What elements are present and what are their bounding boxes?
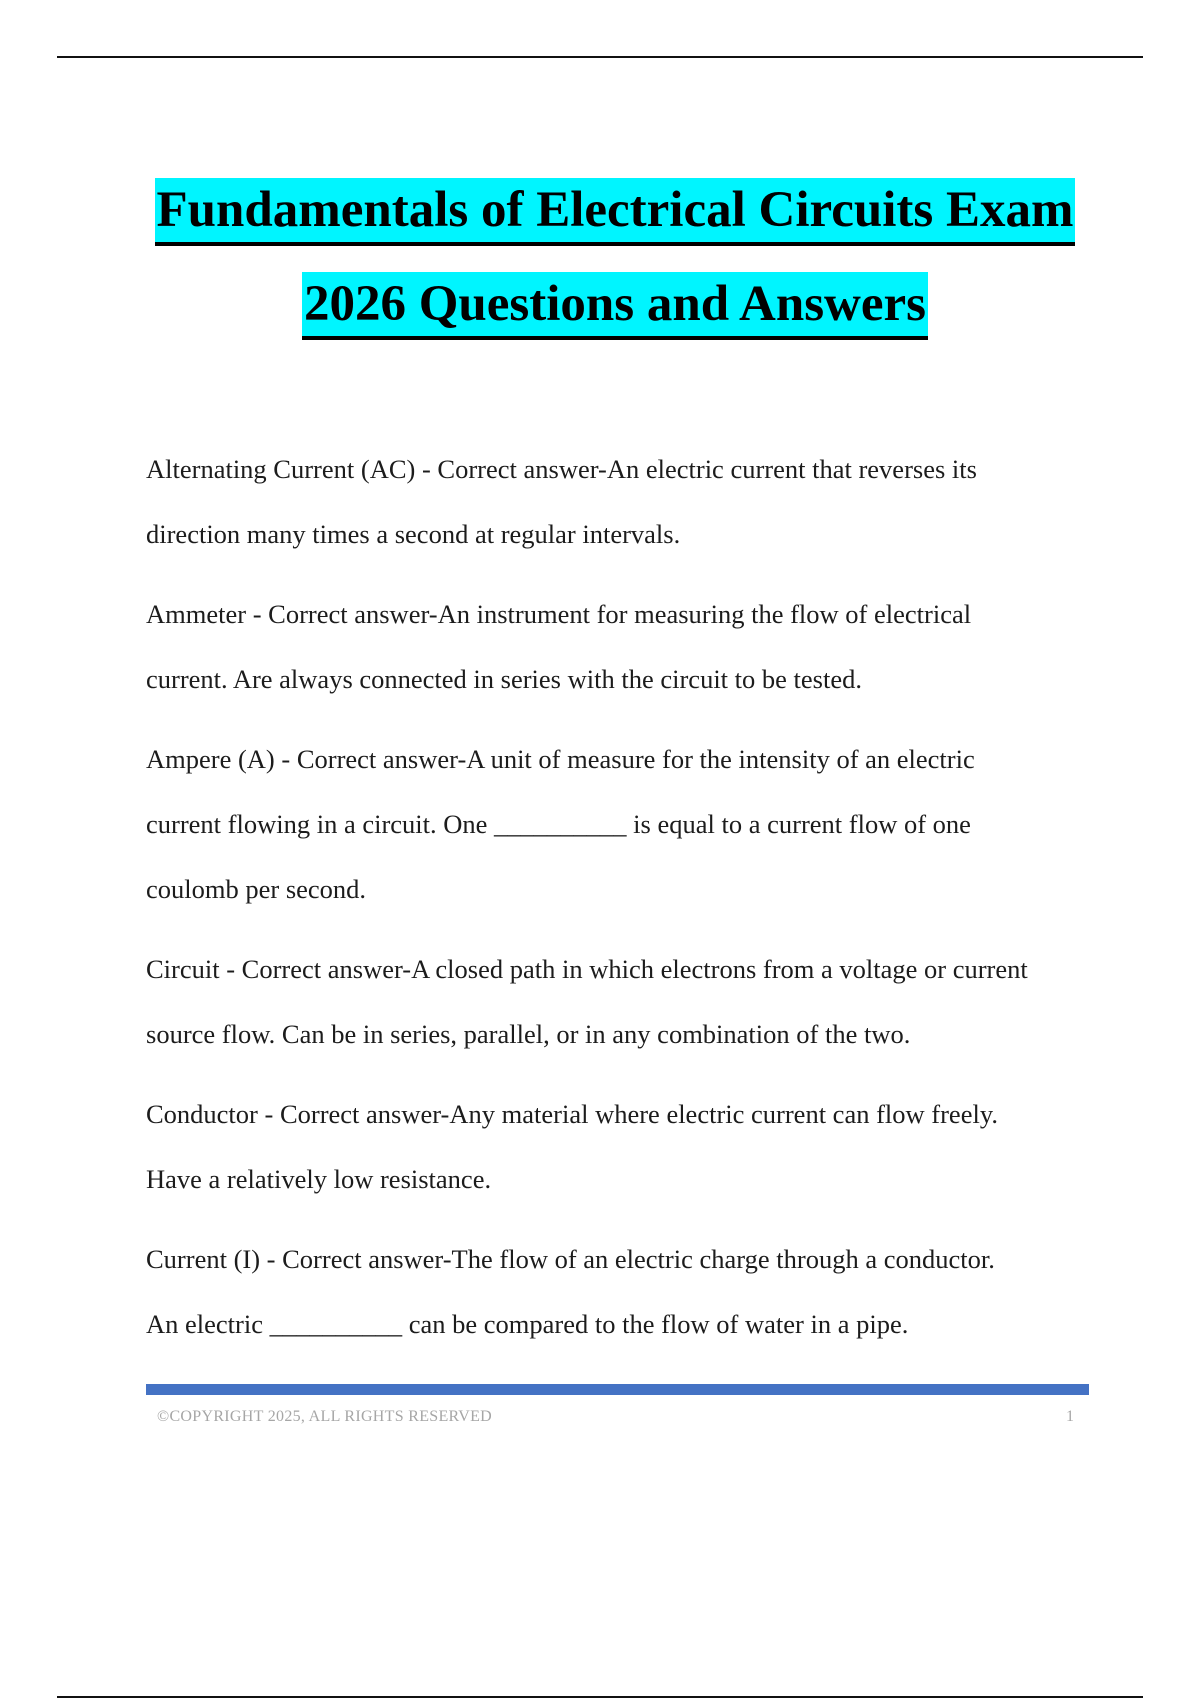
footer-page-number: 1: [1066, 1408, 1074, 1425]
qa-entries: [146, 437, 1096, 1372]
qa-entry-current: [146, 1227, 1096, 1357]
footer-copyright: ©COPYRIGHT 2025, ALL RIGHTS RESERVED: [157, 1408, 493, 1425]
qa-entry-ammeter: [146, 582, 1096, 712]
entry-line: coulomb per second.: [146, 874, 367, 904]
entry-line: direction many times a second at regular intervals.: [146, 519, 681, 549]
footer-bar: [146, 1384, 1089, 1395]
entry-line: Circuit - Correct answer-A closed path in which electrons from a voltage or current: [146, 954, 1028, 984]
entry-line: An electric __________ can be compared to the flow of water in a pipe.: [146, 1309, 909, 1339]
entry-line: current flowing in a circuit. One __________ is equal to a current flow of one: [146, 809, 971, 839]
entry-line: Ampere (A) - Correct answer-A unit of measure for the intensity of an electric: [146, 744, 975, 774]
title-line-1: Fundamentals of Electrical Circuits Exam: [155, 178, 1076, 246]
title-line-2: 2026 Questions and Answers: [302, 272, 928, 340]
entry-line: current. Are always connected in series with the circuit to be tested.: [146, 664, 862, 694]
qa-entry-conductor: [146, 1082, 1096, 1212]
qa-entry-alternating-current: [146, 437, 1096, 567]
page-bottom-rule: [57, 1696, 1143, 1698]
page-top-rule: [57, 56, 1143, 58]
qa-entry-ampere: [146, 727, 1096, 922]
entry-line: Alternating Current (AC) - Correct answer-An electric current that reverses its: [146, 454, 977, 484]
document-title: [140, 178, 1090, 340]
qa-entry-circuit: [146, 937, 1096, 1067]
entry-line: Have a relatively low resistance.: [146, 1164, 492, 1194]
entry-line: source flow. Can be in series, parallel, or in any combination of the two.: [146, 1019, 911, 1049]
entry-line: Current (I) - Correct answer-The flow of an electric charge through a conductor.: [146, 1244, 995, 1274]
entry-line: Ammeter - Correct answer-An instrument for measuring the flow of electrical: [146, 599, 972, 629]
entry-line: Conductor - Correct answer-Any material where electric current can flow freely.: [146, 1099, 998, 1129]
